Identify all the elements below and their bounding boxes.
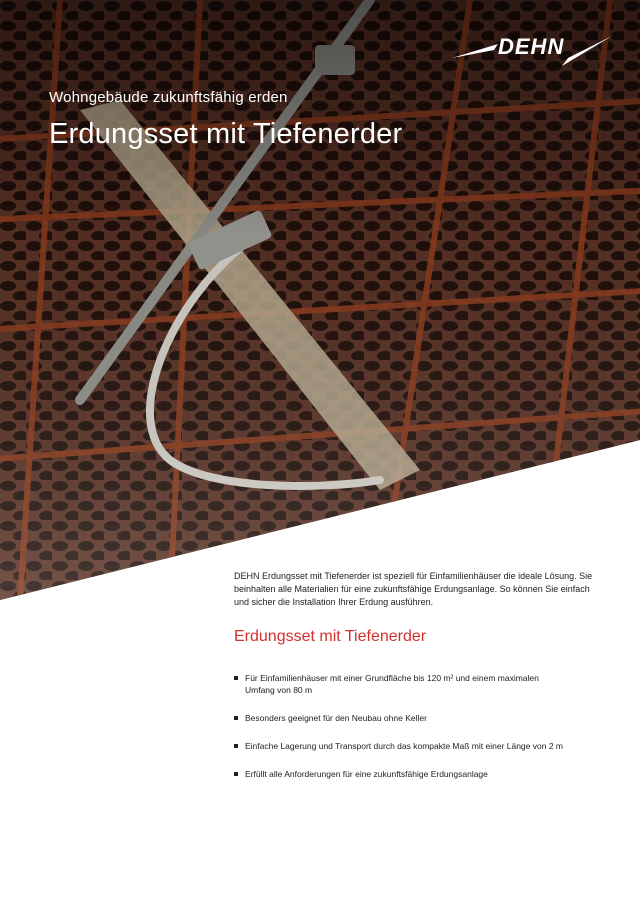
bullet-icon xyxy=(234,716,238,720)
list-item-text: Erfüllt alle Anforderungen für eine zukunftsfähige Erdungsanlage xyxy=(245,769,488,779)
list-item-text: Besonders geeignet für den Neubau ohne Keller xyxy=(245,713,427,723)
list-item xyxy=(234,672,564,696)
page-title: Erdungsset mit Tiefenerder xyxy=(49,118,403,150)
list-item-text: Für Einfamilienhäuser mit einer Grundfläche bis 120 m² und einem maximalen Umfang von 80 m xyxy=(245,673,539,695)
bullet-icon xyxy=(234,744,238,748)
list-item xyxy=(234,740,564,752)
hero-kicker: Wohngebäude zukunftsfähig erden xyxy=(49,89,288,106)
feature-list xyxy=(234,672,564,796)
list-item xyxy=(234,712,564,724)
bullet-icon xyxy=(234,676,238,680)
bullet-icon xyxy=(234,772,238,776)
intro-paragraph: DEHN Erdungsset mit Tiefenerder ist speziell für Einfamilienhäuser die ideale Lösung. Sie beinhalten alle Materialien für eine zukunftsfähige Erdungsanlage. So können Sie einfach und sicher die Installation Ihrer Erdung ausführen. xyxy=(234,571,593,607)
list-item xyxy=(234,768,564,780)
dehn-logo: DEHN xyxy=(498,34,565,59)
section-heading: Erdungsset mit Tiefenerder xyxy=(234,628,427,645)
list-item-text: Einfache Lagerung und Transport durch das kompakte Maß mit einer Länge von 2 m xyxy=(245,741,563,751)
